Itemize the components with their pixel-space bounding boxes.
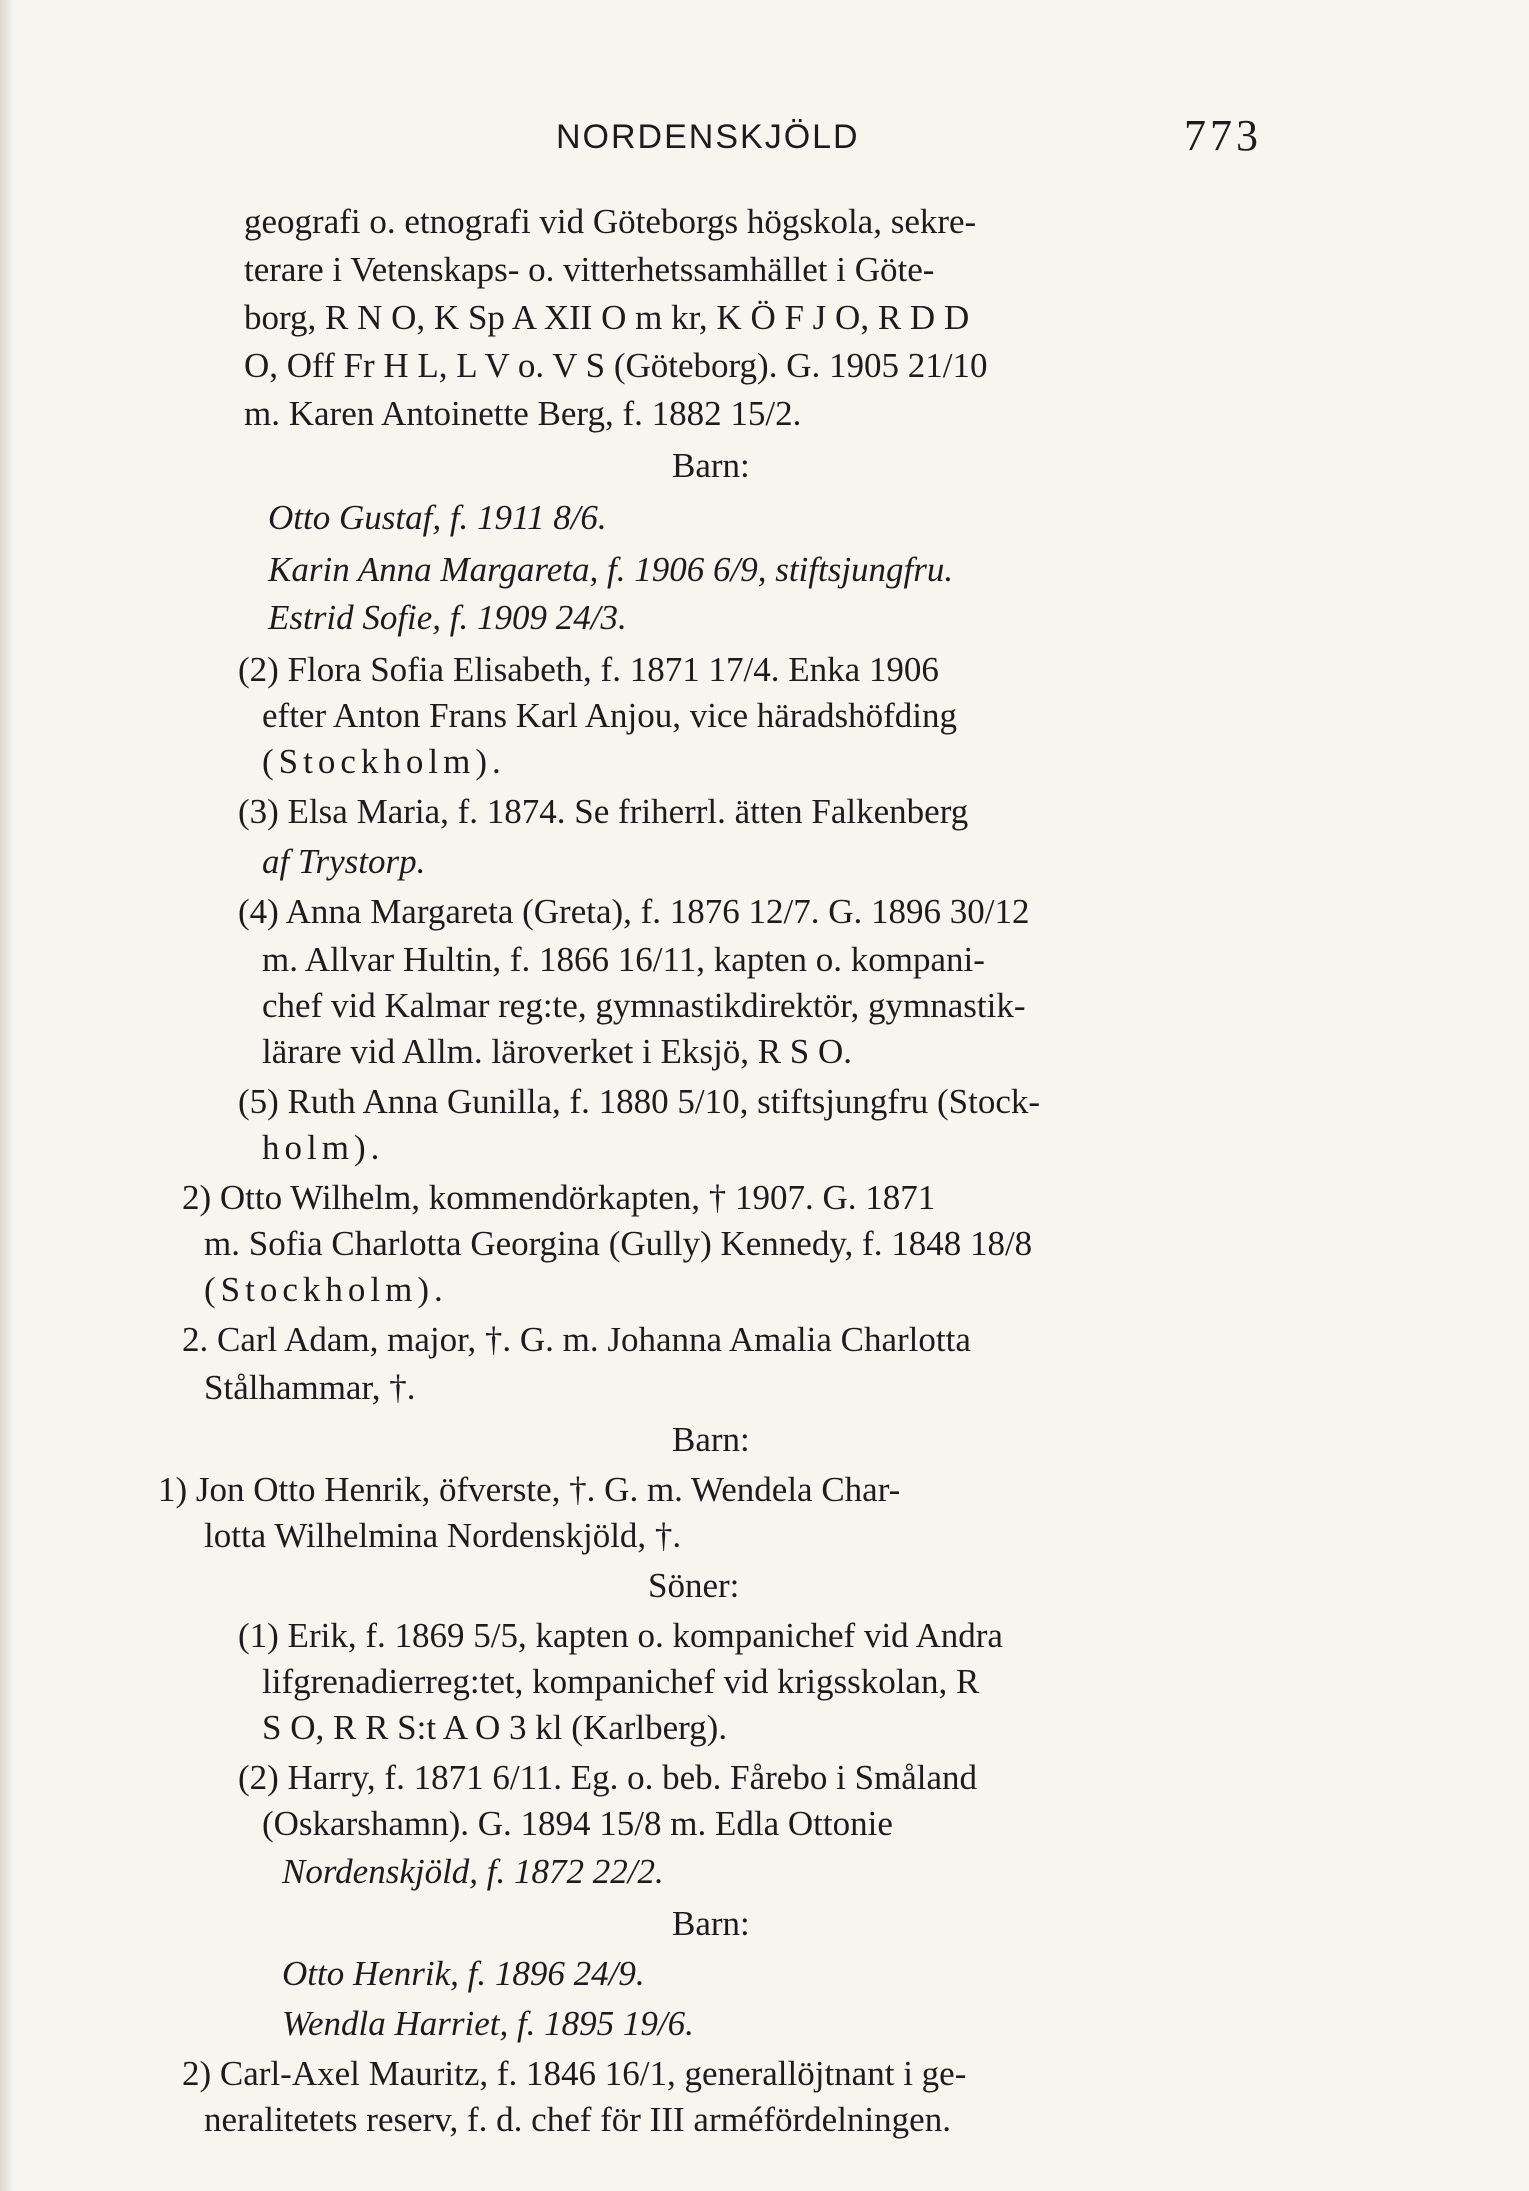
text-line: lärare vid Allm. läroverket i Eksjö, R S O.	[262, 1032, 853, 1071]
text-line: Wendla Harriet, f. 1895 19/6.	[282, 2004, 694, 2043]
text-line: m. Karen Antoinette Berg, f. 1882 15/2.	[244, 394, 802, 433]
text-line: (Stockholm).	[204, 1270, 448, 1309]
text-line: holm).	[262, 1128, 385, 1167]
text-line: borg, R N O, K Sp A XII O m kr, K Ö F J O, R D D	[244, 298, 970, 337]
text-line: (2) Harry, f. 1871 6/11. Eg. o. beb. Fårebo i Småland	[238, 1758, 978, 1797]
section-heading: Barn:	[672, 1904, 750, 1943]
page-number: 773	[1184, 111, 1262, 160]
text-line: 2) Otto Wilhelm, kommendörkapten, † 1907. G. 1871	[182, 1178, 936, 1217]
text-line: 2. Carl Adam, major, †. G. m. Johanna Amalia Charlotta	[182, 1320, 971, 1359]
section-heading: Barn:	[672, 446, 750, 485]
text-line: (4) Anna Margareta (Greta), f. 1876 12/7. G. 1896 30/12	[238, 892, 1030, 931]
text-line: Otto Gustaf, f. 1911 8/6.	[268, 498, 607, 537]
text-line: neralitetets reserv, f. d. chef för III arméfördelningen.	[204, 2100, 951, 2139]
text-line: af Trystorp.	[262, 842, 426, 881]
text-line: Estrid Sofie, f. 1909 24/3.	[268, 598, 627, 637]
text-line: (1) Erik, f. 1869 5/5, kapten o. kompanichef vid Andra	[238, 1616, 1003, 1655]
text-line: (Stockholm).	[262, 742, 506, 781]
text-line: m. Allvar Hultin, f. 1866 16/11, kapten o. kompani-	[262, 940, 985, 979]
section-heading: Söner:	[648, 1566, 740, 1605]
text-line: Stålhammar, †.	[204, 1368, 416, 1407]
text-line: (Oskarshamn). G. 1894 15/8 m. Edla Ottonie	[262, 1804, 893, 1843]
text-line: 2) Carl-Axel Mauritz, f. 1846 16/1, generallöjtnant i ge-	[182, 2054, 967, 2093]
text-line: (5) Ruth Anna Gunilla, f. 1880 5/10, stiftsjungfru (Stock-	[238, 1082, 1041, 1121]
text-line: chef vid Kalmar reg:te, gymnastikdirektör, gymnastik-	[262, 986, 1026, 1025]
text-line: (2) Flora Sofia Elisabeth, f. 1871 17/4. Enka 1906	[238, 650, 939, 689]
text-line: O, Off Fr H L, L V o. V S (Göteborg). G. 1905 21/10	[244, 346, 988, 385]
text-line: (3) Elsa Maria, f. 1874. Se friherrl. ätten Falkenberg	[238, 792, 969, 831]
text-line: 1) Jon Otto Henrik, öfverste, †. G. m. Wendela Char-	[158, 1470, 901, 1509]
text-line: m. Sofia Charlotta Georgina (Gully) Kennedy, f. 1848 18/8	[204, 1224, 1033, 1263]
text-line: terare i Vetenskaps- o. vitterhetssamhället i Göte-	[244, 250, 935, 289]
running-head-name: NORDENSKJÖLD	[556, 118, 860, 156]
text-line: efter Anton Frans Karl Anjou, vice häradshöfding	[262, 696, 957, 735]
text-line: lifgrenadierreg:tet, kompanichef vid krigsskolan, R	[262, 1662, 980, 1701]
text-line: Nordenskjöld, f. 1872 22/2.	[282, 1852, 664, 1891]
text-line: Karin Anna Margareta, f. 1906 6/9, stiftsjungfru.	[268, 550, 954, 589]
text-line: lotta Wilhelmina Nordenskjöld, †.	[204, 1516, 682, 1555]
page-edge-shadow	[0, 0, 14, 2191]
section-heading: Barn:	[672, 1420, 750, 1459]
text-line: Otto Henrik, f. 1896 24/9.	[282, 1954, 645, 1993]
text-line: S O, R R S:t A O 3 kl (Karlberg).	[262, 1708, 728, 1747]
text-line: geografi o. etnografi vid Göteborgs högskola, sekre-	[244, 202, 977, 241]
